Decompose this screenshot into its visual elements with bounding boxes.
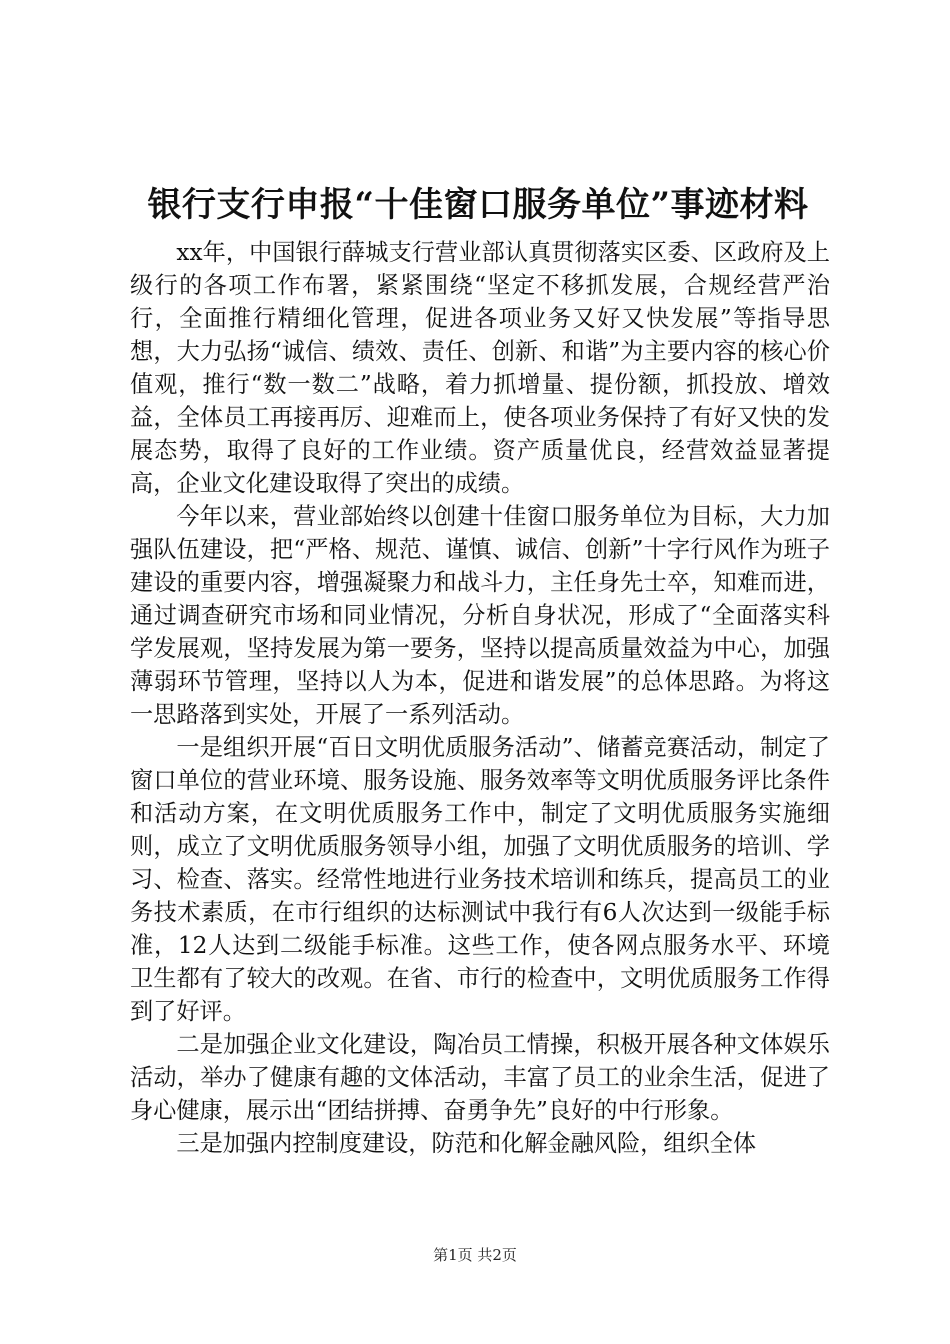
paragraph-5: 三是加强内控制度建设，防范和化解金融风险，组织全体 bbox=[176, 1130, 757, 1157]
document-title: 银行支行申报“十佳窗口服务单位”事迹材料 bbox=[147, 185, 809, 225]
document-body bbox=[130, 236, 830, 1160]
paragraph-4: 二是加强企业文化建设，陶冶员工情操，积极开展各种文体娱乐活动，举办了健康有趣的文体活动，丰富了员工的业余生活，促进了身心健康，展示出“团结拼搏、奋勇争先”良好的中行形象。 bbox=[130, 1031, 830, 1124]
page-number-footer: 第1页 共2页 bbox=[433, 1246, 517, 1264]
paragraph-1: xx年，中国银行薛城支行营业部认真贯彻落实区委、区政府及上级行的各项工作布署，紧紧围绕“坚定不移抓发展，合规经营严治行，全面推行精细化管理，促进各项业务又好又快发展”等指导思想，大力弘扬“诚信、绩效、责任、创新、和谐”为主要内容的核心价值观，推行“数一数二”战略，着力抓增量、提份额，抓投放、增效益，全体员工再接再厉、迎难而上，使各项业务保持了有好又快的发展态势，取得了良好的工作业绩。资产质量优良，经营效益显著提高，企业文化建设取得了突出的成绩。 bbox=[130, 239, 830, 497]
paragraph-2: 今年以来，营业部始终以创建十佳窗口服务单位为目标，大力加强队伍建设，把“严格、规范、谨慎、诚信、创新”十字行风作为班子建设的重要内容，增强凝聚力和战斗力，主任身先士卒，知难而进，通过调查研究市场和同业情况，分析自身状况，形成了“全面落实科学发展观，坚持发展为第一要务，坚持以提高质量效益为中心，加强薄弱环节管理，坚持以人为本，促进和谐发展”的总体思路。为将这一思路落到实处，开展了一系列活动。 bbox=[130, 503, 830, 728]
paragraph-3: 一是组织开展“百日文明优质服务活动”、储蓄竞赛活动，制定了窗口单位的营业环境、服务设施、服务效率等文明优质服务评比条件和活动方案，在文明优质服务工作中，制定了文明优质服务实施细则，成立了文明优质服务领导小组，加强了文明优质服务的培训、学习、检查、落实。经常性地进行业务技术培训和练兵，提高员工的业务技术素质，在市行组织的达标测试中我行有6人次达到一级能手标准，12人达到二级能手标准。这些工作，使各网点服务水平、环境卫生都有了较大的改观。在省、市行的检查中，文明优质服务工作得到了好评。 bbox=[130, 734, 830, 1025]
